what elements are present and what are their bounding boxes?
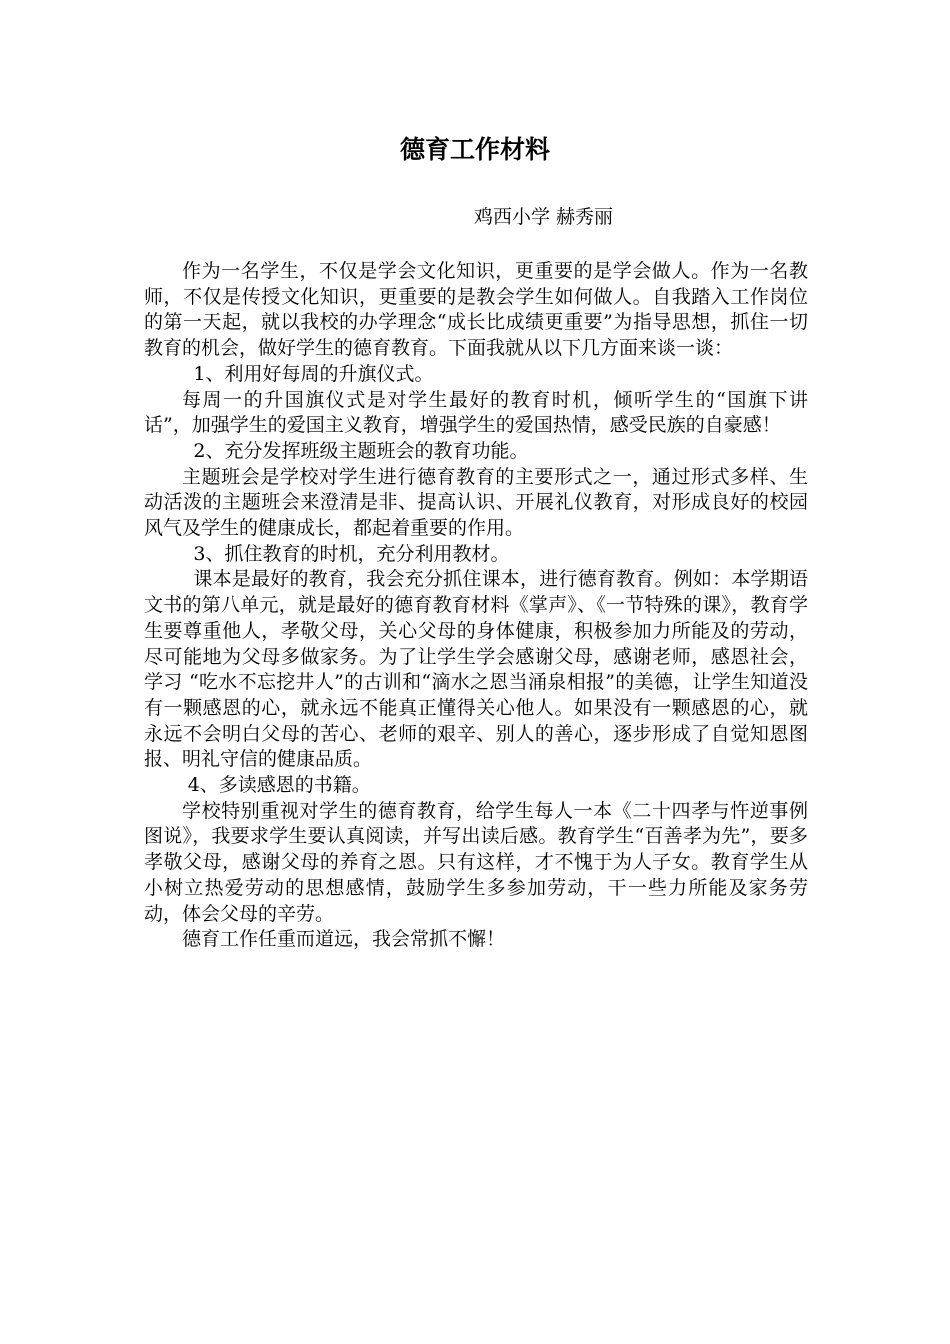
section-heading-1: 1、利用好每周的升旗仪式。 [193, 362, 434, 385]
document-title: 德育工作材料 [399, 135, 550, 164]
paragraph-conclusion: 德育工作任重而道远，我会常抓不懈！ [182, 928, 506, 951]
paragraph-intro: 作为一名学生，不仅是学会文化知识，更重要的是学会做人。作为一名教师，不仅是传授文化知识，更重要的是教会学生如何做人。自我踏入工作岗位的第一天起，就以我校的办学理念“成长比成绩更重要”为指导思想，抓住一切教育的机会，做好学生的德育教育。下面我就从以下几方面来谈一谈： [144, 260, 808, 360]
author-line: 鸡西小学 赫秀丽 [474, 206, 614, 228]
paragraph-flag-ceremony: 每周一的升国旗仪式是对学生最好的教育时机，倾听学生的“国旗下讲话”，加强学生的爱国主义教育，增强学生的爱国热情，感受民族的自豪感！ [144, 388, 808, 437]
document-body [144, 259, 808, 953]
section-heading-3: 3、抓住教育的时机，充分利用教材。 [193, 542, 510, 565]
paragraph-class-meeting: 主题班会是学校对学生进行德育教育的主要形式之一，通过形式多样、生动活泼的主题班会来澄清是非、提高认识、开展礼仪教育，对形成良好的校园风气及学生的健康成长，都起着重要的作用。 [144, 465, 808, 540]
paragraph-textbook: 课本是最好的教育，我会充分抓住课本，进行德育教育。例如：本学期语文书的第八单元，就是最好的德育教育材料《掌声》、《一节特殊的课》，教育学生要尊重他人，孝敬父母，关心父母的身体健康，积极参加力所能及的劳动，尽可能地为父母多做家务。为了让学生学会感谢父母，感谢老师，感恩社会，学习 “吃水不忘挖井人”的古训和“滴水之恩当涌泉相报”的美德，让学生知道没有一颗感恩的心，就永远不能真正懂得关心他人。如果没有一颗感恩的心，就永远不会明白父母的苦心、老师的艰辛、别人的善心，逐步形成了自觉知恩图报、明礼守信的健康品质。 [144, 568, 808, 771]
section-heading-2: 2、充分发挥班级主题班会的教育功能。 [193, 439, 529, 462]
paragraph-gratitude-books: 学校特别重视对学生的德育教育，给学生每人一本《二十四孝与忤逆事例图说》，我要求学生要认真阅读，并写出读后感。教育学生“百善孝为先”，要多孝敬父母，感谢父母的养育之恩。只有这样，才不愧于为人子女。教育学生从小树立热爱劳动的思想感情，鼓励学生多参加劳动，干一些力所能及家务劳动，体会父母的辛劳。 [144, 799, 808, 925]
section-heading-4: 4、多读感恩的书籍。 [187, 774, 371, 797]
